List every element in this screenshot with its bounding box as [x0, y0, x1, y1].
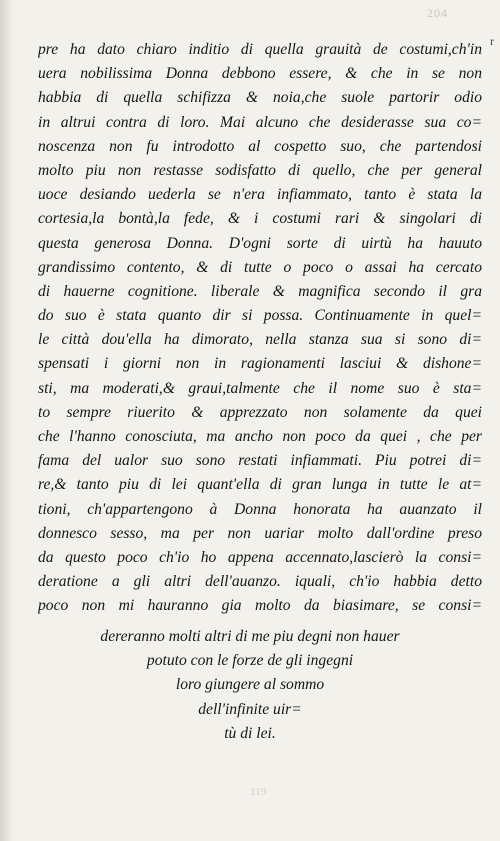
text-line: uera nobilissima Donna debbono essere, & che in se non — [38, 65, 482, 83]
closing-line: dereranno molti altri di me piu degni non hauer — [100, 628, 400, 645]
text-line: poco non mi hauranno gia molto da biasimare, se consi= — [38, 597, 482, 615]
text-line: da questo poco ch'io ho appena accennato,lascierò la consi= — [38, 548, 482, 566]
text-line: uoce desiando uederla se n'era infiammato, tanto è stata la — [38, 186, 482, 204]
closing-line: tù di lei. — [224, 724, 276, 742]
text-line: le città dou'ella ha dimorato, nella stanza sua si sono di= — [38, 331, 482, 349]
text-line: sti, ma moderati,& graui,talmente che il nome suo è sta= — [38, 379, 482, 397]
text-line: donnesco sesso, ma per non uariar molto dall'ordine preso — [38, 524, 482, 542]
closing-line: dell'infinite uir= — [198, 700, 302, 718]
text-line: do suo è stata quanto dir si possa. Continuamente in quel= — [38, 307, 482, 325]
text-line: cortesia,la bontà,la fede, & i costumi rari & singolari di — [38, 210, 482, 228]
text-line: fama del ualor suo sono restati infiammati. Piu potrei di= — [38, 452, 482, 470]
text-line: che l'hanno conosciuta, ma ancho non poco da quei , che per — [38, 428, 482, 445]
text-line: spensati i giorni non in ragionamenti lasciui & dishone= — [38, 355, 482, 373]
closing-line: potuto con le forze de gli ingegni — [146, 652, 354, 670]
text-line: re,& tanto piu di lei quant'ella di gran lunga in tutte le at= — [38, 476, 482, 494]
page-number-bottom: 119 — [250, 786, 267, 798]
text-line: pre ha dato chiaro inditio di quella grauità de costumi,ch'in — [38, 41, 482, 58]
page-number-top: 204 — [427, 6, 448, 20]
text-line: molto piu non restasse sodisfatto di quello, che per general — [38, 161, 482, 179]
text-line: di hauerne cognitione. liberale & magnifica secondo il gra — [38, 282, 482, 300]
text-line: questa generosa Donna. D'ogni sorte di uirtù ha hauuto — [38, 234, 482, 252]
text-line: tioni, ch'appartengono à Donna honorata ha auanzato il — [38, 500, 482, 518]
body-text — [38, 38, 482, 619]
margin-mark: r — [490, 34, 494, 48]
text-line: to sempre riuerito & apprezzato non solamente da quei — [38, 403, 482, 421]
closing-line: loro giungere al sommo — [175, 676, 325, 694]
closing-lines — [0, 625, 500, 746]
text-line: deratione a gli altri dell'auanzo. iquali, ch'io habbia detto — [38, 573, 482, 591]
text-line: noscenza non fu introdotto al cospetto suo, che partendosi — [38, 137, 482, 155]
text-line: habbia di quella schifizza & noia,che suole partorir odio — [38, 89, 482, 107]
text-line: grandissimo contento, & di tutte o poco o assai ha cercato — [38, 258, 482, 276]
text-line: in altrui contra di loro. Mai alcuno che desiderasse sua co= — [38, 113, 482, 131]
